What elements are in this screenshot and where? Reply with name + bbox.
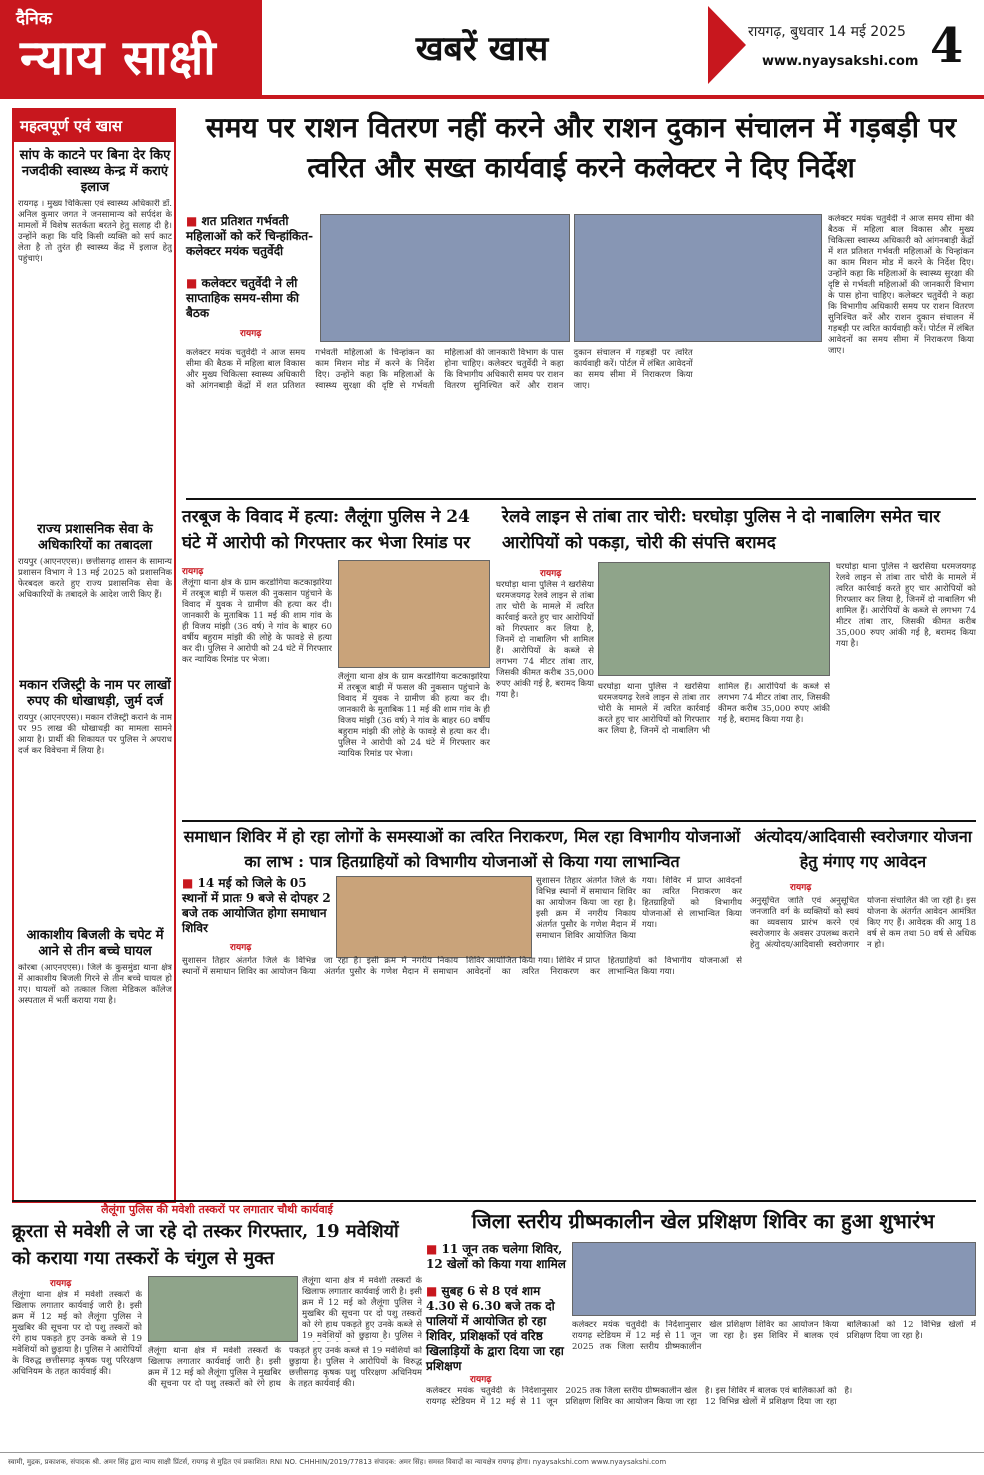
lead-headline-box (186, 108, 976, 204)
story3-dateline: रायगढ़ (540, 569, 562, 579)
story7-dateline: रायगढ़ (470, 1375, 492, 1385)
lead-bullet: ■ शत प्रतिशत गर्भवती महिलाओं को करें चिन्हांकित-कलेक्टर मयंक चतुर्वेदी (186, 214, 316, 259)
story2-body-continued: लैलूंगा थाना क्षेत्र के ग्राम करडोगिया कटकाझरिया में तरबूज बाड़ी में फसल की नुकसान पहुंचाने के विवाद में युवक ने ग्रामीण की हत्या कर दी। जानकारी के मुताबिक 11 मई की शाम गांव के ही विजय मांझी (36 वर्ष) ने गांव के बाहर 60 वर्षीय बहुराम मांझी की लोहे के फावड़े से हत्या कर दी। पुलिस ने आरोपी को 24 घंटे में गिरफ्तार कर न्यायिक रिमांड पर भेजा। (338, 672, 490, 759)
sidebar-story (18, 522, 172, 682)
sidebar-story-text: रायपुर (आएनएएस)। छत्तीसगढ़ शासन के सामान्य प्रशासन विभाग ने 13 मई 2025 को प्रशासनिक फेरबदल करते हुए राज्य प्रशासनिक सेवा के अधिकारियों के तबादले के आदेश जारी किए हैं। (18, 557, 172, 600)
story2-body: लैलूंगा थाना क्षेत्र के ग्राम करडोगिया कटकाझरिया में तरबूज बाड़ी में फसल की नुकसान पहुंचाने के विवाद में युवक ने ग्रामीण की हत्या कर दी। जानकारी के मुताबिक 11 मई की शाम गांव के ही विजय मांझी (36 वर्ष) ने गांव के बाहर 60 वर्षीय बहुराम मांझी की लोहे के फावड़े से हत्या कर दी। पुलिस ने आरोपी को 24 घंटे में गिरफ्तार कर न्यायिक रिमांड पर भेजा। (182, 578, 332, 665)
sidebar-story-headline: राज्य प्रशासनिक सेवा के अधिकारियों का तबादला (37, 522, 153, 553)
sidebar-story-text: रायगढ़ । मुख्य चिकित्सा एवं स्वास्थ्य अधिकारी डॉ. अनिल कुमार जगत ने जनसामान्य को सर्पदंश के मामलों में विशेष सतर्कता बरतने हेतु सलाह दी है। उन्होंने कहा कि यदि किसी व्यक्ति को सर्प काट लेता है तो तुरंत ही स्वास्थ्य केंद्र में इलाज हेतु पहुंचाएं। (18, 199, 172, 264)
story6-body-continued: लैलूंगा थाना क्षेत्र में मवेशी तस्करों के खिलाफ लगातार कार्यवाई जारी है। इसी क्रम में 12 मई को लैलूंगा पुलिस ने मुखबिर की सूचना पर दो पशु तस्करों को रंगे हाथ पकड़ते हुए उनके कब्जे से 19 मवेशियों को छुड़ाया है। पुलिस ने आरोपियों के विरुद्ध छत्तीसगढ़ कृषक पशु परिरक्षण अधिनियम के तहत कार्यवाई की। (148, 1346, 422, 1389)
story7-bullet: ■ 11 जून तक चलेगा शिविर, 12 खेलों को किया गया शामिल (426, 1242, 568, 1272)
sidebar-story-text: कोरबा (आएनएएस)। जिले के कुसमुंडा थाना क्षेत्र में आकाशीय बिजली गिरने से तीन बच्चे घायल हो गए। घायलों को तत्काल जिला मेडिकल कॉलेज अस्पताल में भर्ती कराया गया है। (18, 963, 172, 1006)
story7-bullet: ■ सुबह 6 से 8 एवं शाम 4.30 से 6.30 बजे तक दो पालियों में आयोजित हो रहा शिविर, प्रशिक्षकों एवं वरिष्ठ खिलाड़ियों के द्वारा दिया जा रहा प्रशिक्षण (426, 1284, 568, 1374)
sidebar-story-text: रायपुर (आएनएएस)। मकान रजिस्ट्री कराने के नाम पर 95 लाख की धोखाधड़ी का मामला सामने आया है। प्रार्थी की शिकायत पर पुलिस ने अपराध दर्ज कर विवेचना में लिया है। (18, 713, 172, 756)
masthead-daily: दैनिक (16, 9, 52, 29)
story6-body: लैलूंगा थाना क्षेत्र में मवेशी तस्करों के खिलाफ लगातार कार्यवाई जारी है। इसी क्रम में 12 मई को लैलूंगा पुलिस ने मुखबिर की सूचना पर दो पशु तस्करों को रंगे हाथ पकड़ते हुए उनके कब्जे से 19 मवेशियों को छुड़ाया है। पुलिस ने आरोपियों के विरुद्ध छत्तीसगढ़ कृषक पशु परिरक्षण अधिनियम के तहत कार्यवाई की। (12, 1290, 142, 1377)
story3-body-continued: घरघोड़ा थाना पुलिस ने खरसिया धरमजयगढ़ रेलवे लाइन से तांबा तार चोरी के मामले में त्वरित कार्रवाई करते हुए चार आरोपियों को गिरफ्तार कर लिया है, जिनमें दो नाबालिग भी शामिल हैं। आरोपियों के कब्जे से लगभग 74 मीटर तांबा तार, जिसकी कीमत करीब 35,000 रुपए आंकी गई है, बरामद किया गया है। (598, 682, 830, 736)
issue-date: रायगढ़, बुधवार 14 मई 2025 (748, 24, 906, 40)
story4-photo (336, 876, 532, 958)
section-title: खबरें खास (415, 29, 549, 69)
story4-headline: समाधान शिविर में हो रहा लोगों के समस्याओं का त्वरित निराकरण, मिल रहा विभागीय योजनाओं का लाभ : पात्र हितग्राहियों को विभागीय योजनाओं से किया गया लाभान्वित (183, 827, 741, 871)
story4-body: सुशासन तिहार अंतर्गत जिले के विभिन्न स्थानों में समाधान शिविर का आयोजन किया जा रहा है। इसी क्रम में नगरीय निकाय अंतर्गत पुसौर के गणेश मैदान में समाधान शिविर आयोजित किया गया। शिविर में प्राप्त आवेदनों का त्वरित निराकरण कर हितग्राहियों को विभागीय योजनाओं से लाभान्वित किया गया। (182, 956, 742, 977)
story2-photo (338, 560, 490, 668)
story6-photo (148, 1276, 298, 1342)
story2-dateline: रायगढ़ (182, 567, 204, 577)
story7-body: कलेक्टर मयंक चतुर्वेदी के निर्देशानुसार रायगढ़ स्टेडियम में 12 मई से 11 जून 2025 तक जिला स्तरीय ग्रीष्मकालीन खेल प्रशिक्षण शिविर का आयोजन किया जा रहा है। इस शिविर में बालक एवं बालिकाओं को 12 विभिन्न खेलों में प्रशिक्षण दिया जा रहा है। (426, 1386, 853, 1407)
story2-headline: तरबूज के विवाद में हत्या: लैलूंगा पुलिस ने 24 घंटे में आरोपी को गिरफ्तार कर भेजा रिमांड पर (182, 507, 471, 553)
story5-body: अनुसूचित जाति एवं अनुसूचित जनजाति वर्ग के व्यक्तियों को स्वयं का व्यवसाय प्रारंभ करने एवं स्वरोजगार के अवसर उपलब्ध कराने हेतु अंत्योदय/आदिवासी स्वरोजगार योजना संचालित की जा रही है। इस योजना के अंतर्गत आवेदन आमंत्रित किए गए हैं। आवेदक की आयु 18 वर्ष से कम तथा 50 वर्ष से अधिक न हो। (750, 896, 976, 950)
story6-dateline: रायगढ़ (50, 1279, 72, 1289)
masthead-logo (0, 0, 262, 95)
section-header (262, 0, 702, 95)
sidebar-story (18, 678, 172, 933)
story7-body-top: कलेक्टर मयंक चतुर्वेदी के निर्देशानुसार रायगढ़ स्टेडियम में 12 मई से 11 जून 2025 तक जिला स्तरीय ग्रीष्मकालीन खेल प्रशिक्षण शिविर का आयोजन किया जा रहा है। इस शिविर में बालक एवं बालिकाओं को 12 विभिन्न खेलों में प्रशिक्षण दिया जा रहा है। (572, 1320, 976, 1352)
story3-headline: रेलवे लाइन से तांबा तार चोरी: घरघोड़ा पुलिस ने दो नाबालिग समेत चार आरोपियों को पकड़ा, चोरी की संपत्ति बरामद (502, 507, 941, 553)
masthead-name: न्याय साक्षी (20, 30, 217, 86)
story6-body-top: लैलूंगा थाना क्षेत्र में मवेशी तस्करों के खिलाफ लगातार कार्यवाई जारी है। इसी क्रम में 12 मई को लैलूंगा पुलिस ने मुखबिर की सूचना पर दो पशु तस्करों को रंगे हाथ पकड़ते हुए उनके कब्जे से 19 मवेशियों को छुड़ाया है। पुलिस ने (302, 1276, 422, 1341)
sidebar-story-headline: मकान रजिस्ट्री के नाम पर लाखों रुपए की धोखाधड़ी, जुर्म दर्ज (19, 678, 171, 709)
story6-headline: क्रूरता से मवेशी ले जा रहे दो तस्कर गिरफ्तार, 19 मवेशियों को कराया गया तस्करों के चंगुल से मुक्त (12, 1221, 399, 1269)
section-rule (182, 820, 976, 822)
arrow-decoration (708, 6, 746, 84)
story5-dateline: रायगढ़ (790, 883, 812, 893)
lead-body: कलेक्टर मयंक चतुर्वेदी ने आज समय सीमा की बैठक में महिला बाल विकास और मुख्य चिकित्सा स्वास्थ्य अधिकारी को आंगनबाड़ी केंद्रों में शत प्रतिशत गर्भवती महिलाओं के चिन्हांकन का काम मिशन मोड में करने के निर्देश दिए। उन्होंने कहा कि महिलाओं के स्वास्थ्य सुरक्षा की दृष्टि से गर्भवती महिलाओं की जानकारी विभाग के पास होना चाहिए। कलेक्टर चतुर्वेदी ने कहा कि विभागीय अधिकारी समय पर राशन वितरण सुनिश्चित करें और राशन दुकान संचालन में गड़बड़ी पर त्वरित कार्यवाही करें। पोर्टल में लंबित आवेदनों का समय सीमा में निराकरण किया जाए। (186, 348, 693, 391)
lead-photo-meeting (320, 214, 570, 342)
sidebar-story (18, 148, 172, 539)
lead-bullet: ■ कलेक्टर चतुर्वेदी ने ली साप्ताहिक समय-सीमा की बैठक (186, 276, 316, 321)
masthead-rule (0, 95, 984, 99)
lead-headline: समय पर राशन वितरण नहीं करने और राशन दुकान संचालन में गड़बड़ी पर त्वरित और सख्त कार्यवाई करने कलेक्टर ने दिए निर्देश (205, 111, 957, 184)
sidebar-story-headline: सांप के काटने पर बिना देर किए नजदीकी स्वास्थ्य केन्द्र में कराएं इलाज (19, 148, 171, 195)
story4-body-top: सुशासन तिहार अंतर्गत जिले के विभिन्न स्थानों में समाधान शिविर का आयोजन किया जा रहा है। इसी क्रम में नगरीय निकाय अंतर्गत पुसौर के गणेश मैदान में समाधान शिविर आयोजित किया गया। शिविर में प्राप्त आवेदनों का त्वरित निराकरण कर हितग्राहियों को विभागीय योजनाओं से लाभान्वित किया गया। (536, 876, 742, 941)
lead-dateline: रायगढ़ (240, 329, 262, 339)
story4-bullet: ■ 14 मई को जिले के 05 स्थानों में प्रातः 9 बजे से दोपहर 2 बजे तक आयोजित होगा समाधान शिविर (182, 876, 332, 936)
sidebar-story (18, 928, 172, 1173)
sidebar-story-headline: आकाशीय बिजली के चपेट में आने से तीन बच्चे घायल (26, 928, 164, 959)
page-number: 4 (930, 18, 964, 74)
story3-body-col: घरघोड़ा थाना पुलिस ने खरसिया धरमजयगढ़ रेलवे लाइन से तांबा तार चोरी के मामले में त्वरित कार्रवाई करते हुए चार आरोपियों को गिरफ्तार कर लिया है, जिनमें दो नाबालिग भी शामिल हैं। आरोपियों के कब्जे से लगभग 74 मीटर तांबा तार, जिसकी कीमत करीब 35,000 रुपए आंकी गई है, बरामद किया गया है। (836, 562, 976, 649)
section-rule (186, 498, 976, 500)
story7-headline: जिला स्तरीय ग्रीष्मकालीन खेल प्रशिक्षण शिविर का हुआ शुभारंभ (471, 1209, 935, 1233)
story6-kicker: लैलूंगा पुलिस की मवेशी तस्करों पर लगातार चौथी कार्यवाई (101, 1203, 333, 1216)
imprint-footer: स्वामी, मुद्रक, प्रकाशक, संपादक श्री. अमर सिंह द्वारा न्याय साक्षी प्रिंटर्स, रायगढ़ से मुद्रित एवं प्रकाशित। RNI NO. CHHHIN/2019/77813 संपादक: अमर सिंह। समस्त विवादों का न्यायक्षेत्र रायगढ़ होगा। nyaysakshi.com www.nyaysakshi.com (0, 1452, 984, 1475)
sidebar-heading: महत्वपूर्ण एवं खास (14, 110, 174, 142)
story3-photo (598, 562, 830, 676)
lead-body-continued: कलेक्टर मयंक चतुर्वेदी ने आज समय सीमा की बैठक में महिला बाल विकास और मुख्य चिकित्सा स्वास्थ्य अधिकारी को आंगनबाड़ी केंद्रों में शत प्रतिशत गर्भवती महिलाओं के चिन्हांकन का काम मिशन मोड में करने के निर्देश दिए। उन्होंने कहा कि महिलाओं के स्वास्थ्य सुरक्षा की दृष्टि से गर्भवती महिलाओं की जानकारी विभाग के पास होना चाहिए। कलेक्टर चतुर्वेदी ने कहा कि विभागीय अधिकारी समय पर राशन वितरण सुनिश्चित करें और राशन दुकान संचालन में गड़बड़ी पर त्वरित कार्यवाही करें। पोर्टल में लंबित आवेदनों का समय सीमा में निराकरण किया जाए। (828, 214, 974, 356)
story3-body: घरघोड़ा थाना पुलिस ने खरसिया धरमजयगढ़ रेलवे लाइन से तांबा तार चोरी के मामले में त्वरित कार्रवाई करते हुए चार आरोपियों को गिरफ्तार कर लिया है, जिनमें दो नाबालिग भी शामिल हैं। आरोपियों के कब्जे से लगभग 74 मीटर तांबा तार, जिसकी कीमत करीब 35,000 रुपए आंकी गई है, बरामद किया गया है। (496, 580, 594, 700)
sidebar-box (12, 108, 176, 1203)
lead-photo-meeting-hall (574, 214, 822, 342)
story7-photo (572, 1242, 976, 1316)
story4-dateline: रायगढ़ (230, 943, 252, 953)
story5-headline: अंत्योदय/आदिवासी स्वरोजगार योजना हेतु मंगाए गए आवेदन (754, 827, 972, 871)
website-link[interactable]: www.nyaysakshi.com (762, 54, 919, 69)
